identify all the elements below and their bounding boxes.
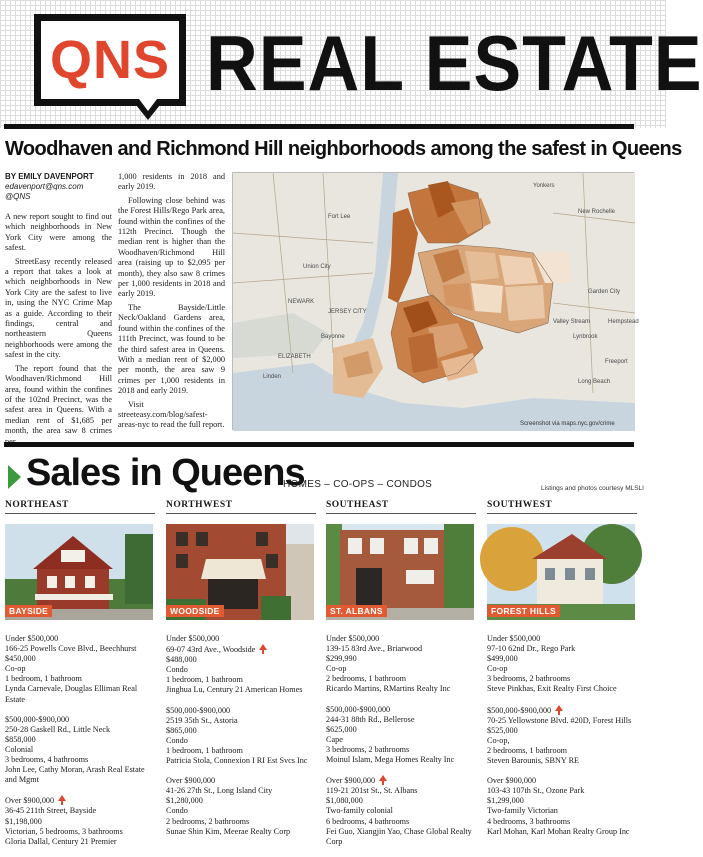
listing-agent: Fei Guo, Xiangjin Yao, Chase Global Realty Corp [326, 826, 472, 846]
map-place-label: ELIZABETH [278, 354, 311, 360]
listing-price: $488,000 [166, 655, 197, 665]
listing-type: Co-op [5, 664, 26, 674]
map-place-label: Linden [263, 374, 282, 380]
listing[interactable] [326, 775, 476, 847]
listing-rooms: 6 bedrooms, 4 bathrooms [326, 816, 410, 826]
region-name: NORTHWEST [166, 500, 316, 514]
listings-southwest [487, 634, 637, 847]
byline [5, 172, 94, 202]
listing-agent: Moinul Islam, Mega Homes Realty Inc [326, 755, 455, 765]
article-paragraph: 1,000 residents in 2018 and early 2019. [118, 172, 225, 192]
sales-title: Sales in Queens [26, 452, 305, 494]
map-place-label: Hempstead [608, 319, 639, 325]
listing-rooms: 1 bedroom, 1 bathroom [166, 745, 243, 755]
listing-agent: Gloria Dallal, Century 21 Premier [5, 836, 117, 846]
listing-address: 244-31 88th Rd., Bellerose [326, 714, 415, 724]
map-place-label: Union City [303, 264, 331, 270]
listings-northwest [166, 634, 316, 847]
arrow-up-icon [58, 795, 66, 801]
listing-rooms: 2 bedrooms, 1 bathroom [487, 745, 568, 755]
listing-range: $500,000-$900,000 [166, 705, 231, 715]
listing-rooms: 2 bedrooms, 1 bathroom [326, 674, 407, 684]
map-place-label: Long Beach [578, 379, 611, 385]
region-northwest [166, 500, 316, 514]
listing-agent: Ricardo Martins, RMartins Realty Inc [326, 684, 451, 694]
listings-southeast [326, 634, 476, 857]
article-headline: Woodhaven and Richmond Hill neighborhoods among the safest in Queens [5, 138, 682, 160]
listing-range: $500,000-$900,000 [326, 704, 391, 714]
listing-agent: Sunae Shin Kim, Meerae Realty Corp [166, 826, 291, 836]
map-place-label: Fort Lee [328, 214, 351, 220]
crime-map[interactable] [232, 172, 639, 430]
sales-subtitle: HOMES – CO-OPS – CONDOS [283, 479, 433, 490]
listing-agent: Steven Barounis, SBNY RE [487, 756, 580, 766]
listing-type: Condo [166, 665, 188, 675]
listing-address: 103-43 107th St., Ozone Park [487, 786, 585, 796]
listing-agent: John Lee, Cathy Moran, Arash Real Estate and Mgmt [5, 765, 145, 785]
listing[interactable] [166, 634, 316, 696]
map-place-label: Yonkers [533, 183, 555, 189]
listing-price: $1,198,000 [5, 816, 42, 826]
listing-range: Under $500,000 [166, 634, 220, 643]
listing-address: 97-10 62nd Dr., Rego Park [487, 644, 576, 654]
green-arrow-icon [8, 465, 21, 489]
listing[interactable] [5, 795, 155, 846]
listing-address: 69-07 43rd Ave., Woodside [166, 645, 256, 655]
listing-price: $1,280,000 [166, 796, 203, 806]
house-photo-woodside[interactable] [166, 524, 314, 620]
article-paragraph: A new report sought to find out which neighborhoods in New York City were among the safest. [5, 212, 112, 253]
listing-price: $865,000 [166, 725, 197, 735]
map-credit: Screenshot via maps.nyc.gov/crime [520, 421, 615, 427]
listing-address: 36-45 211th Street, Bayside [5, 806, 97, 816]
house-photo-forest-hills[interactable] [487, 524, 635, 620]
listing-price: $858,000 [5, 734, 36, 744]
listing-rooms: 2 bedrooms, 2 bathrooms [166, 816, 250, 826]
listing-range: Under $500,000 [487, 634, 541, 643]
listing-type: Two-family Victorian [487, 806, 558, 816]
listing-rooms: 4 bedrooms, 3 bathrooms [487, 816, 571, 826]
listing-rooms: 3 bedrooms, 2 bathrooms [326, 744, 410, 754]
section-title: REAL ESTATE [206, 19, 703, 107]
listing-range: $500,000-$900,000 [5, 714, 70, 724]
listing[interactable] [487, 634, 637, 695]
region-name: SOUTHWEST [487, 500, 637, 514]
listing-type: Cape [326, 734, 343, 744]
logo-speech-tail-inner [139, 99, 157, 111]
listing-range: $500,000-$900,000 [487, 705, 552, 715]
listing-agent: Steve Pinkhas, Exit Realty First Choice [487, 684, 617, 694]
map-place-label: Freeport [605, 359, 628, 365]
house-photo-st-albans[interactable] [326, 524, 474, 620]
listing[interactable] [5, 634, 155, 705]
listing[interactable] [326, 705, 476, 766]
listing[interactable] [166, 776, 316, 837]
listing-price: $525,000 [487, 725, 518, 735]
article-column-2 [118, 172, 225, 434]
listing-type: Condo [166, 806, 188, 816]
listing[interactable] [326, 634, 476, 695]
article-paragraph: The Bayside/Little Neck/Oakland Gardens area, found within the confines of the 111th Precinct, was found to be the third safest area in Queens. With a median rent of $2,000 per month, the area saw 9 crimes per 1,000 residents in 2018 and early 2019. [118, 302, 225, 396]
sales-credit: Listings and photos courtesy MLSLI [541, 485, 644, 492]
map-place-label: New Rochelle [578, 209, 616, 215]
listing-range: Under $500,000 [326, 634, 380, 643]
article-paragraph: StreetEasy recently released a report that takes a look at which neighborhoods in New York City are the safest to live in, using the NYC Crime Map as a guide. According to their findings, central and northeastern Queens neighborhoods were among the safest in the city. [5, 256, 112, 360]
listing-type: Co-op, [487, 735, 510, 745]
region-southeast [326, 500, 476, 514]
map-place-label: Lynbrook [573, 334, 598, 340]
listing[interactable] [487, 776, 637, 837]
listing-type: Condo [166, 735, 188, 745]
listing-agent: Lynda Carnevale, Douglas Elliman Real Estate [5, 684, 138, 704]
photo-label: FOREST HILLS [487, 605, 560, 617]
listing-range: Under $500,000 [5, 634, 59, 643]
listing-range: Over $900,000 [166, 776, 216, 786]
listing-price: $499,000 [487, 654, 518, 664]
listings-northeast [5, 634, 155, 857]
listing-agent: Patricia Stola, Connexion I RI Est Svcs Inc [166, 756, 308, 766]
region-southwest [487, 500, 637, 514]
arrow-up-icon [555, 705, 563, 711]
listing-address: 41-26 27th St., Long Island City [166, 786, 273, 796]
listing-rooms: 1 bedroom, 1 bathroom [166, 675, 243, 685]
crime-map-graphic [233, 173, 639, 431]
map-place-label: Garden City [588, 289, 621, 295]
listing-address: 2519 35th St., Astoria [166, 715, 238, 725]
listing-range: Over $900,000 [487, 776, 537, 786]
listing-type: Victorian, 5 bedrooms, 3 bathrooms [5, 826, 123, 836]
listing-address: 139-15 83rd Ave., Briarwood [326, 644, 423, 654]
house-photo-bayside[interactable] [5, 524, 153, 620]
map-place-label: JERSEY CITY [328, 309, 367, 315]
listing-price: $299,990 [326, 654, 357, 664]
listing-address: 166-25 Powells Cove Blvd., Beechhurst [5, 644, 137, 654]
masthead [0, 0, 703, 128]
listing-agent: Karl Mohan, Karl Mohan Realty Group Inc [487, 826, 630, 836]
listing-range: Over $900,000 [5, 796, 55, 806]
logo-text: QNS [49, 30, 171, 90]
listing-agent: Jinghua Lu, Century 21 American Homes [166, 685, 303, 695]
listing[interactable] [166, 706, 316, 767]
byline-author: BY EMILY DAVENPORT [5, 172, 94, 181]
arrow-up-icon [379, 775, 387, 781]
photo-label: BAYSIDE [5, 605, 52, 617]
region-name: SOUTHEAST [326, 500, 476, 514]
map-place-label: Bayonne [321, 334, 345, 340]
listing-rooms: 1 bedroom, 1 bathroom [5, 674, 82, 684]
listing-address: 119-21 201st St., St. Albans [326, 786, 418, 796]
listing-price: $625,000 [326, 724, 357, 734]
listing-price: $450,000 [5, 654, 36, 664]
listing[interactable] [5, 715, 155, 786]
listing-type: Co-op [326, 664, 347, 674]
article-paragraph: The report found that the Woodhaven/Richmond Hill area, found within the confines of the 102nd Precinct, was the safest area in Queens. With a median rent of $1,685 per month, the area saw 8 crimes [5, 363, 112, 436]
listing-price: $1,080,000 [326, 796, 363, 806]
article-paragraph: Visit streeteasy.com/blog/safest-areas-nyc to read the full report. [118, 399, 225, 430]
arrow-up-icon [259, 644, 267, 650]
listing[interactable] [487, 705, 637, 767]
listing-range: Over $900,000 [326, 776, 376, 786]
region-name: NORTHEAST [5, 500, 155, 514]
map-place-label: Valley Stream [553, 319, 590, 325]
listing-address: 70-25 Yellowstone Blvd. #20D, Forest Hills [487, 715, 632, 725]
region-northeast [5, 500, 155, 514]
listing-type: Co-op [487, 664, 508, 674]
byline-handle[interactable]: @QNS [5, 192, 31, 201]
photo-label: ST. ALBANS [326, 605, 387, 617]
listing-rooms: 3 bedrooms, 4 bathrooms [5, 755, 89, 765]
listing-type: Colonial [5, 744, 34, 754]
map-place-label: NEWARK [288, 299, 315, 305]
qns-logo[interactable] [34, 14, 186, 106]
listing-type: Two-family colonial [326, 806, 393, 816]
listing-address: 250-28 Gaskell Rd., Little Neck [5, 724, 111, 734]
masthead-rule [4, 124, 634, 129]
listing-rooms: 3 bedrooms, 2 bathrooms [487, 674, 571, 684]
section-rule [4, 442, 634, 447]
photo-label: WOODSIDE [166, 605, 224, 617]
byline-email[interactable]: edavenport@qns.com [5, 182, 84, 191]
article-column-1 [5, 212, 112, 450]
listing-price: $1,299,000 [487, 796, 524, 806]
article-paragraph: Following close behind was the Forest Hills/Rego Park area, found within the confines of the 112th Precinct. Though the median rent is higher than the Woodhaven/Richmond Hill area (raising up to $2,095 per month), they also saw 8 crimes per 1,000 residents in 2018 and early 2019. [118, 195, 225, 299]
